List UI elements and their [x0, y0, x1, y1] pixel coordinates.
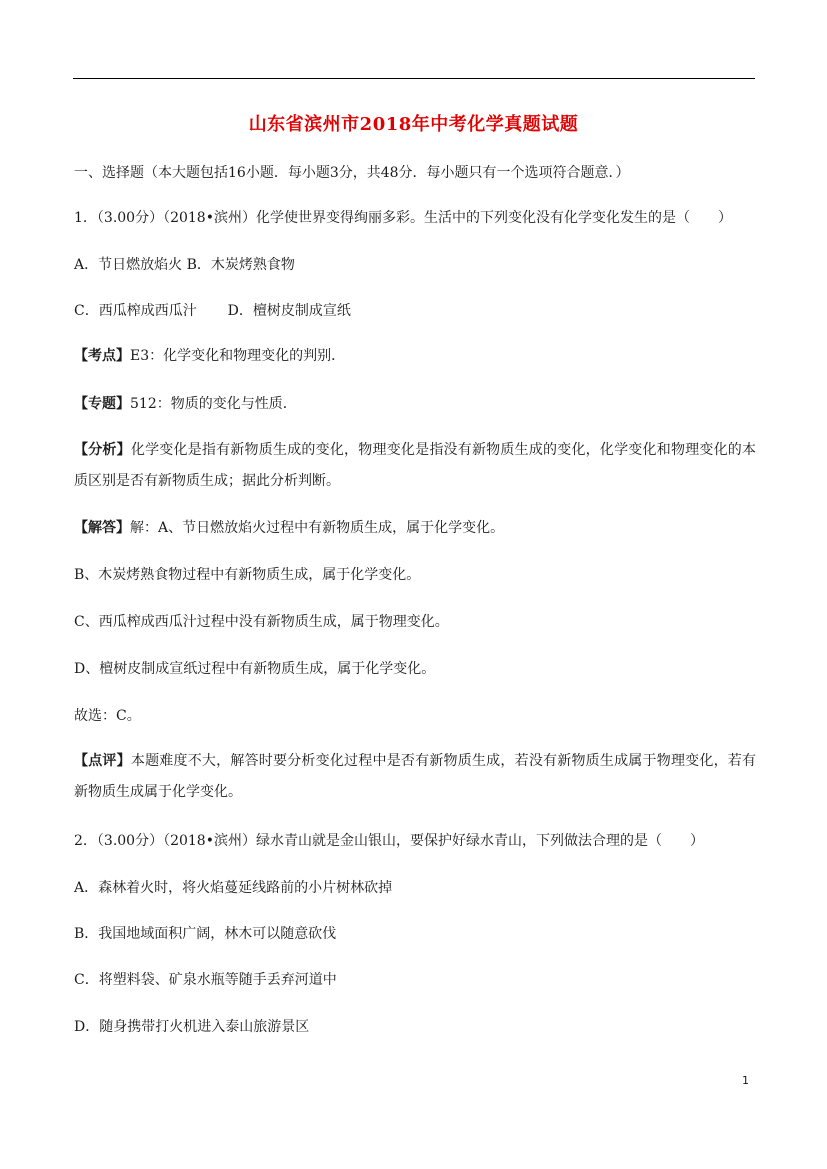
question-1-options-cd	[74, 301, 351, 321]
zhuanti-text: 512：物质的变化与性质．	[130, 396, 297, 412]
jieda-b: B、木炭烤熟食物过程中有新物质生成，属于化学变化。	[74, 567, 421, 583]
dianping-label: 【点评】	[74, 753, 131, 769]
jieda-d: D、檀树皮制成宣纸过程中有新物质生成，属于化学变化。	[74, 661, 436, 677]
zhuanti-row	[74, 394, 297, 414]
zhuanti-label: 【专题】	[74, 396, 130, 412]
section-heading: 一、选择题（本大题包括16小题．每小题3分，共48分．每小题只有一个选项符合题意．）	[74, 165, 630, 181]
question-1-option-c: C．西瓜榨成西瓜汁	[74, 303, 197, 319]
fenxi-paragraph	[74, 435, 756, 497]
question-1-stem: 1．（3.00分）（2018•滨州）化学使世界变得绚丽多彩。生活中的下列变化没有化学变化发生的是（ ）	[74, 210, 732, 226]
kaodian-label: 【考点】	[74, 348, 130, 364]
kaodian-text: E3：化学变化和物理变化的判别．	[130, 348, 346, 364]
question-2-stem: 2．（3.00分）（2018•滨州）绿水青山就是金山银山，要保护好绿水青山，下列做法合理的是（ ）	[74, 833, 704, 849]
dianping-paragraph	[74, 746, 756, 808]
jieda-c: C、西瓜榨成西瓜汁过程中没有新物质生成，属于物理变化。	[74, 614, 449, 630]
header-rule	[73, 78, 755, 79]
question-2-option-a: A．森林着火时，将火焰蔓延线路前的小片树林砍掉	[74, 880, 393, 896]
jieda-text: 解：A、节日燃放焰火过程中有新物质生成，属于化学变化。	[130, 520, 505, 536]
question-2-option-b: B．我国地域面积广阔，林木可以随意砍伐	[74, 926, 337, 942]
question-1-option-d: D．檀树皮制成宣纸	[227, 303, 351, 319]
question-1-option-a: A．节日燃放焰火	[74, 257, 183, 273]
answer-line: 故选：C。	[74, 708, 141, 724]
fenxi-text: 化学变化是指有新物质生成的变化，物理变化是指没有新物质生成的变化，化学变化和物理变化的本质区别是否有新物质生成；据此分析判断。	[74, 442, 757, 489]
question-1-options-ab	[74, 255, 295, 275]
kaodian-row	[74, 346, 345, 366]
question-2-option-c: C．将塑料袋、矿泉水瓶等随手丢弃河道中	[74, 972, 337, 988]
page-number: 1	[742, 1074, 749, 1087]
jieda-row	[74, 518, 504, 538]
dianping-text: 本题难度不大，解答时要分析变化过程中是否有新物质生成，若没有新物质生成属于物理变化，若有新物质生成属于化学变化。	[74, 753, 757, 800]
fenxi-label: 【分析】	[74, 442, 131, 458]
jieda-label: 【解答】	[74, 520, 130, 536]
question-1-option-b: B．木炭烤熟食物	[186, 257, 295, 273]
question-2-option-d: D．随身携带打火机进入泰山旅游景区	[74, 1019, 310, 1035]
page-title: 山东省滨州市2018年中考化学真题试题	[248, 114, 579, 135]
